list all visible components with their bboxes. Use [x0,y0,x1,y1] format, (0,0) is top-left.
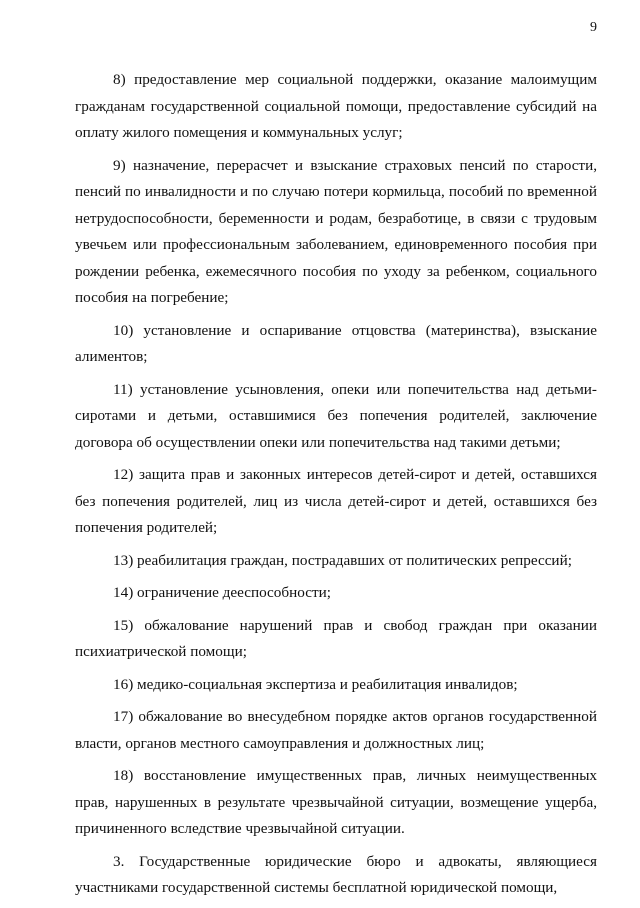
paragraph-item-17: 17) обжалование во внесудебном порядке актов органов государственной власти, органов местного самоуправления и должностных лиц; [75,708,597,752]
paragraph-item-9: 9) назначение, перерасчет и взыскание страховых пенсий по старости, пенсий по инвалидности и по случаю потери кормильца, пособий по временной нетрудоспособности, беременности и родам, безработице, в связи с трудовым увечьем или профессиональным заболеванием, единовременного пособия при рождении ребенка, ежемесячного пособия по уходу за ребенком, социального пособия на погребение; [75,156,597,306]
paragraph-item-15: 15) обжалование нарушений прав и свобод граждан при оказании психиатрической помощи; [75,616,597,660]
paragraph-item-13: 13) реабилитация граждан, пострадавших от политических репрессий; [113,551,572,569]
paragraph-item-10: 10) установление и оспаривание отцовства (материнства), взыскание алиментов; [75,321,597,365]
paragraph-item-16: 16) медико-социальная экспертиза и реабилитация инвалидов; [113,675,518,693]
document-body [75,67,597,908]
paragraph-item-11: 11) установление усыновления, опеки или попечительства над детьми-сиротами и детьми, оставшимися без попечения родителей, заключение договора об осуществлении опеки или попечительства над такими детьми; [75,380,597,451]
paragraph-section-3: 3. Государственные юридические бюро и адвокаты, являющиеся участниками государственной системы бесплатной юридической помощи, [75,852,597,896]
paragraph-item-8: 8) предоставление мер социальной поддержки, оказание малоимущим гражданам государственной социальной помощи, предоставление субсидий на оплату жилого помещения и коммунальных услуг; [75,71,597,141]
paragraph-item-12: 12) защита прав и законных интересов детей-сирот и детей, оставшихся без попечения родителей, лиц из числа детей-сирот и детей, оставшихся без попечения родителей; [75,466,597,536]
page-number: 9 [590,20,597,35]
paragraph-item-18: 18) восстановление имущественных прав, личных неимущественных прав, нарушенных в результате чрезвычайной ситуации, возмещение ущерба, причиненного вследствие чрезвычайной ситуации. [75,767,597,837]
paragraph-item-14: 14) ограничение дееспособности; [113,584,331,601]
